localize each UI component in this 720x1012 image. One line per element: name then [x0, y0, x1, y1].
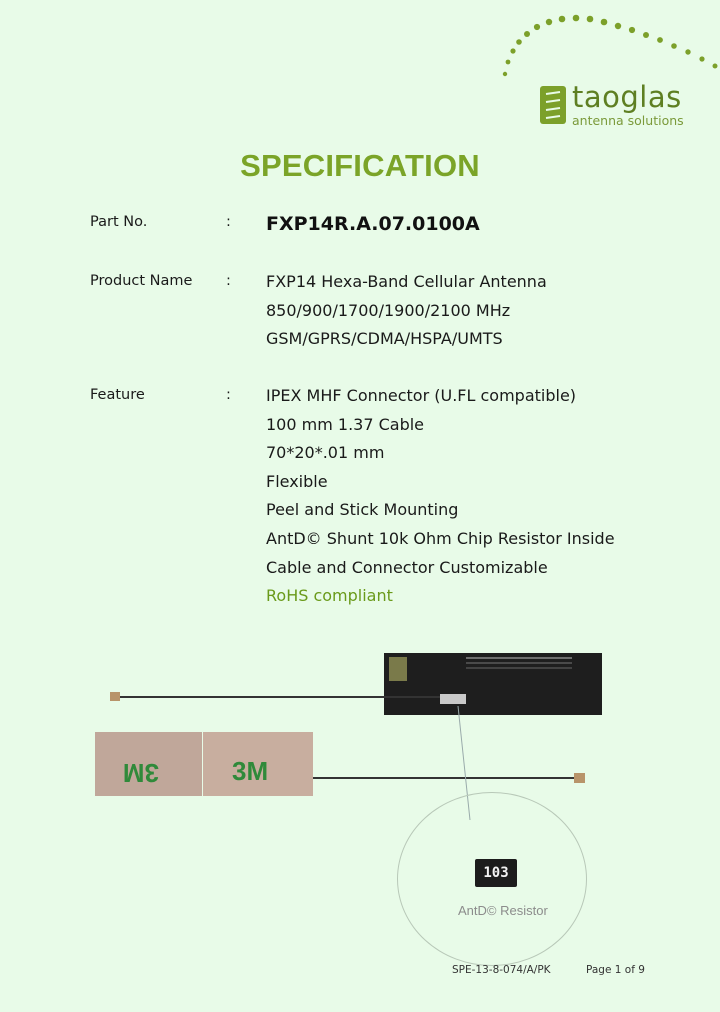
feature-line: Flexible	[266, 471, 328, 491]
feature-line: IPEX MHF Connector (U.FL compatible)	[266, 386, 577, 405]
feature-line: 100 mm 1.37 Cable	[266, 414, 425, 434]
connector-lower	[574, 773, 585, 783]
separator: :	[226, 214, 231, 230]
product-name-lines	[266, 268, 547, 354]
page-title: SPECIFICATION	[240, 148, 480, 183]
taoglas-logo-icon	[540, 86, 566, 124]
feature-line: AntD© Shunt 10k Ohm Chip Resistor Inside	[266, 528, 615, 548]
resistor-caption: AntD© Resistor	[458, 903, 548, 918]
document-code: SPE-13-8-074/A/PK	[452, 964, 551, 976]
part-no-value: FXP14R.A.07.0100A	[266, 213, 480, 235]
tape-text-b: 3M	[232, 756, 269, 786]
feature-line-rohs: RoHS compliant	[266, 586, 393, 606]
feature-line: Peel and Stick Mounting	[266, 500, 459, 520]
product-name-label: Product Name	[90, 273, 193, 289]
feature-line: 70*20*.01 mm	[266, 443, 385, 463]
feature-line: Cable and Connector Customizable	[266, 557, 548, 577]
part-no-label: Part No.	[90, 214, 148, 230]
separator: :	[226, 387, 231, 403]
brand-tagline: antenna solutions	[572, 113, 684, 128]
product-name-line: FXP14 Hexa-Band Cellular Antenna	[266, 272, 547, 291]
page-number: Page 1 of 9	[586, 964, 645, 976]
feature-lines	[266, 382, 615, 611]
product-name-line: 850/900/1700/1900/2100 MHz	[266, 300, 511, 320]
antenna-logo-mark	[389, 657, 407, 681]
tape-text-a: 3M	[122, 758, 159, 788]
brand-name: taoglas	[572, 80, 682, 114]
product-name-line: GSM/GPRS/CDMA/HSPA/UMTS	[266, 329, 503, 349]
separator: :	[226, 273, 231, 289]
antenna-body	[384, 653, 602, 715]
connector-upper	[110, 692, 120, 701]
cable-clamp	[440, 694, 466, 704]
product-photo	[0, 640, 720, 820]
resistor-chip: 103	[475, 859, 517, 887]
feature-label: Feature	[90, 387, 145, 403]
